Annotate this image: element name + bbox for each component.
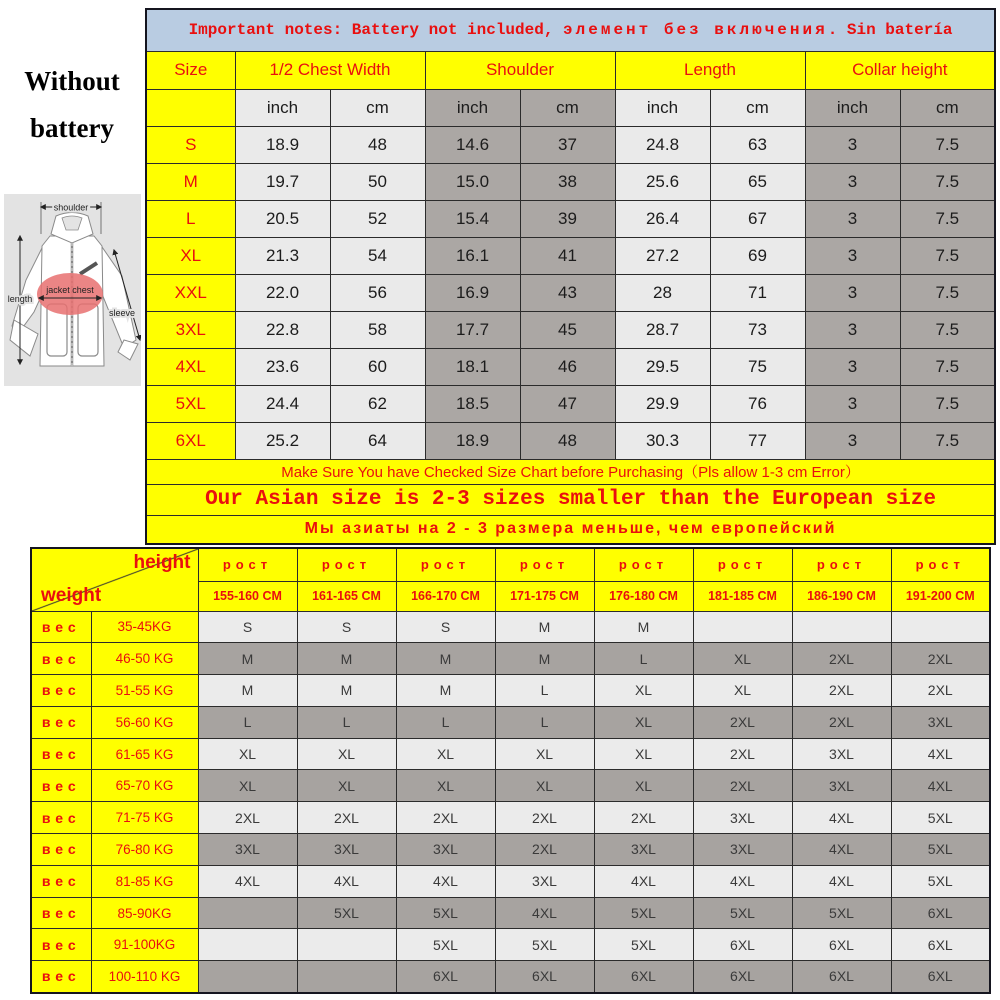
recommended-size-cell: 3XL: [792, 738, 891, 770]
recommended-size-cell: 2XL: [396, 802, 495, 834]
recommended-size-cell: M: [396, 643, 495, 675]
size-value-cell: 54: [330, 237, 425, 274]
size-value-cell: 60: [330, 348, 425, 385]
recommended-size-cell: 4XL: [792, 802, 891, 834]
recommended-size-cell: M: [297, 643, 396, 675]
recommended-size-cell: 6XL: [693, 929, 792, 961]
unit-length-cm: cm: [710, 89, 805, 126]
col-header-collar-height: Collar height: [805, 51, 995, 89]
ves-label: вес: [31, 770, 91, 802]
height-weight-diagonal-cell: [31, 548, 198, 611]
shoulder-label: shoulder: [53, 202, 89, 213]
size-label: 3XL: [146, 311, 235, 348]
size-value-cell: 3: [805, 385, 900, 422]
recommended-size-cell: 5XL: [891, 834, 990, 866]
recommended-size-cell: 4XL: [792, 865, 891, 897]
note-row-3: [146, 515, 995, 544]
recommended-size-cell: 4XL: [891, 770, 990, 802]
recommended-size-cell: 4XL: [693, 865, 792, 897]
size-table: [145, 8, 996, 545]
recommended-size-cell: 2XL: [891, 675, 990, 707]
without-battery-label: Without battery: [24, 66, 120, 144]
height-range-header: 181-185 CM: [693, 581, 792, 611]
height-range-header: 186-190 CM: [792, 581, 891, 611]
size-value-cell: 23.6: [235, 348, 330, 385]
recommended-size-cell: 6XL: [594, 961, 693, 993]
size-value-cell: 38: [520, 163, 615, 200]
weight-range-label: 71-75 KG: [91, 802, 198, 834]
size-value-cell: 17.7: [425, 311, 520, 348]
height-range-header: 171-175 CM: [495, 581, 594, 611]
size-value-cell: 71: [710, 274, 805, 311]
size-value-cell: 69: [710, 237, 805, 274]
column-group-header-row: [146, 51, 995, 89]
recommended-size-cell: 3XL: [396, 834, 495, 866]
recommended-size-cell: 6XL: [891, 929, 990, 961]
size-value-cell: 14.6: [425, 126, 520, 163]
size-row: [146, 274, 995, 311]
weight-row: [31, 706, 990, 738]
recommended-size-cell: 6XL: [792, 929, 891, 961]
recommended-size-cell: 5XL: [594, 897, 693, 929]
size-value-cell: 26.4: [615, 200, 710, 237]
length-label: length: [7, 294, 33, 304]
size-value-cell: 18.9: [425, 422, 520, 459]
height-range-header: 155-160 CM: [198, 581, 297, 611]
height-axis-label: height: [133, 552, 191, 573]
size-value-cell: 63: [710, 126, 805, 163]
weight-range-label: 81-85 KG: [91, 865, 198, 897]
ves-label: вес: [31, 897, 91, 929]
size-value-cell: 77: [710, 422, 805, 459]
recommended-size-cell: 5XL: [891, 802, 990, 834]
recommended-size-cell: 2XL: [792, 675, 891, 707]
size-value-cell: 29.9: [615, 385, 710, 422]
recommended-size-cell: 2XL: [495, 834, 594, 866]
recommended-size-cell: S: [297, 611, 396, 643]
ves-label: вес: [31, 675, 91, 707]
unit-collar-cm: cm: [900, 89, 995, 126]
recommended-size-cell: 2XL: [297, 802, 396, 834]
recommended-size-cell: XL: [594, 706, 693, 738]
ves-label: вес: [31, 929, 91, 961]
note-row-1: [146, 459, 995, 484]
recommended-size-cell: M: [198, 675, 297, 707]
size-value-cell: 3: [805, 163, 900, 200]
size-value-cell: 24.8: [615, 126, 710, 163]
size-value-cell: 3: [805, 274, 900, 311]
size-value-cell: 43: [520, 274, 615, 311]
note-row-2: [146, 484, 995, 515]
recommended-size-cell: 3XL: [198, 834, 297, 866]
weight-row: [31, 961, 990, 993]
size-row: [146, 385, 995, 422]
recommended-size-cell: XL: [693, 675, 792, 707]
size-value-cell: 25.2: [235, 422, 330, 459]
recommended-size-cell: M: [297, 675, 396, 707]
recommended-size-cell: XL: [495, 738, 594, 770]
recommended-size-cell: 6XL: [891, 961, 990, 993]
size-row: [146, 126, 995, 163]
size-row: [146, 200, 995, 237]
size-value-cell: 3: [805, 237, 900, 274]
ves-label: вес: [31, 834, 91, 866]
size-value-cell: 39: [520, 200, 615, 237]
recommended-size-cell: M: [495, 643, 594, 675]
size-value-cell: 73: [710, 311, 805, 348]
weight-row: [31, 643, 990, 675]
size-value-cell: 48: [520, 422, 615, 459]
recommended-size-cell: [297, 961, 396, 993]
size-value-cell: 3: [805, 126, 900, 163]
recommended-size-cell: 6XL: [792, 961, 891, 993]
recommended-size-cell: 6XL: [495, 961, 594, 993]
weight-range-label: 100-110 KG: [91, 961, 198, 993]
recommended-size-cell: 5XL: [297, 897, 396, 929]
matrix-header-row-1: [31, 548, 990, 581]
jacket-diagram-svg: [4, 194, 141, 386]
height-range-header: 161-165 CM: [297, 581, 396, 611]
sleeve-label: sleeve: [108, 308, 136, 318]
size-value-cell: 15.0: [425, 163, 520, 200]
recommended-size-cell: XL: [297, 738, 396, 770]
size-value-cell: 16.1: [425, 237, 520, 274]
size-row: [146, 348, 995, 385]
col-header-shoulder: Shoulder: [425, 51, 615, 89]
recommended-size-cell: 6XL: [396, 961, 495, 993]
recommended-size-cell: [693, 611, 792, 643]
recommended-size-cell: 2XL: [891, 643, 990, 675]
unit-chest-cm: cm: [330, 89, 425, 126]
recommended-size-cell: XL: [594, 770, 693, 802]
rost-header: рост: [198, 548, 297, 581]
weight-row: [31, 897, 990, 929]
banner-text-es: . Sin batería: [827, 21, 953, 40]
recommended-size-cell: 3XL: [792, 770, 891, 802]
weight-row: [31, 611, 990, 643]
recommended-size-cell: 5XL: [495, 929, 594, 961]
weight-range-label: 46-50 KG: [91, 643, 198, 675]
size-value-cell: 67: [710, 200, 805, 237]
recommended-size-cell: 6XL: [891, 897, 990, 929]
recommended-size-cell: S: [198, 611, 297, 643]
recommended-size-cell: XL: [198, 738, 297, 770]
weight-range-label: 91-100KG: [91, 929, 198, 961]
recommended-size-cell: 2XL: [792, 643, 891, 675]
height-range-header: 176-180 CM: [594, 581, 693, 611]
size-value-cell: 56: [330, 274, 425, 311]
recommended-size-cell: 2XL: [495, 802, 594, 834]
size-value-cell: 64: [330, 422, 425, 459]
size-value-cell: 20.5: [235, 200, 330, 237]
size-label: XXL: [146, 274, 235, 311]
recommended-size-cell: 2XL: [693, 770, 792, 802]
note-check-size-chart: Make Sure You have Checked Size Chart before Purchasing（Pls allow 1-3 cm Error）: [146, 459, 995, 484]
size-value-cell: 27.2: [615, 237, 710, 274]
size-row: [146, 422, 995, 459]
units-header-spacer: [146, 89, 235, 126]
weight-range-label: 35-45KG: [91, 611, 198, 643]
weight-axis-label: weight: [41, 584, 102, 606]
size-value-cell: 7.5: [900, 422, 995, 459]
size-label: L: [146, 200, 235, 237]
size-value-cell: 3: [805, 311, 900, 348]
recommended-size-cell: [297, 929, 396, 961]
size-value-cell: 3: [805, 422, 900, 459]
weight-range-label: 65-70 KG: [91, 770, 198, 802]
note-asian-size-ru: Мы азиаты на 2 - 3 размера меньше, чем европейский: [146, 515, 995, 544]
recommended-size-cell: 4XL: [396, 865, 495, 897]
size-value-cell: 28: [615, 274, 710, 311]
recommended-size-cell: 2XL: [693, 706, 792, 738]
ves-label: вес: [31, 961, 91, 993]
recommended-size-cell: [198, 961, 297, 993]
unit-length-inch: inch: [615, 89, 710, 126]
size-label: XL: [146, 237, 235, 274]
banner-text-ru: элемент без включения: [563, 21, 828, 40]
size-value-cell: 7.5: [900, 200, 995, 237]
unit-collar-inch: inch: [805, 89, 900, 126]
unit-shoulder-inch: inch: [425, 89, 520, 126]
recommended-size-cell: 4XL: [891, 738, 990, 770]
size-value-cell: 65: [710, 163, 805, 200]
ves-label: вес: [31, 706, 91, 738]
jacket-chest-label: jacket chest: [46, 285, 94, 295]
size-value-cell: 7.5: [900, 274, 995, 311]
weight-row: [31, 834, 990, 866]
recommended-size-cell: 4XL: [297, 865, 396, 897]
size-value-cell: 16.9: [425, 274, 520, 311]
ves-label: вес: [31, 865, 91, 897]
recommended-size-cell: 5XL: [396, 897, 495, 929]
recommended-size-cell: XL: [594, 675, 693, 707]
recommended-size-cell: 6XL: [693, 961, 792, 993]
recommended-size-cell: S: [396, 611, 495, 643]
recommended-size-cell: XL: [396, 738, 495, 770]
recommended-size-cell: 3XL: [297, 834, 396, 866]
size-value-cell: 18.5: [425, 385, 520, 422]
recommended-size-cell: XL: [198, 770, 297, 802]
weight-row: [31, 802, 990, 834]
collar-opening: [62, 216, 82, 230]
recommended-size-cell: 5XL: [594, 929, 693, 961]
size-value-cell: 62: [330, 385, 425, 422]
height-weight-table: [30, 547, 991, 994]
col-header-length: Length: [615, 51, 805, 89]
size-value-cell: 52: [330, 200, 425, 237]
recommended-size-cell: XL: [495, 770, 594, 802]
size-value-cell: 7.5: [900, 385, 995, 422]
size-value-cell: 22.8: [235, 311, 330, 348]
units-header-row: [146, 89, 995, 126]
size-value-cell: 18.9: [235, 126, 330, 163]
size-value-cell: 25.6: [615, 163, 710, 200]
rost-header: рост: [792, 548, 891, 581]
recommended-size-cell: 5XL: [396, 929, 495, 961]
important-notes-banner: [146, 9, 995, 51]
rost-header: рост: [891, 548, 990, 581]
rost-header: рост: [297, 548, 396, 581]
size-value-cell: 7.5: [900, 163, 995, 200]
recommended-size-cell: 3XL: [693, 834, 792, 866]
weight-range-label: 61-65 KG: [91, 738, 198, 770]
size-value-cell: 45: [520, 311, 615, 348]
recommended-size-cell: 3XL: [495, 865, 594, 897]
jacket-measurement-diagram: [4, 194, 141, 386]
size-value-cell: 24.4: [235, 385, 330, 422]
size-value-cell: 3: [805, 200, 900, 237]
size-value-cell: 75: [710, 348, 805, 385]
recommended-size-cell: XL: [396, 770, 495, 802]
size-value-cell: 48: [330, 126, 425, 163]
recommended-size-cell: 2XL: [594, 802, 693, 834]
size-value-cell: 19.7: [235, 163, 330, 200]
important-notes-row: [146, 9, 995, 51]
recommended-size-cell: M: [396, 675, 495, 707]
size-value-cell: 21.3: [235, 237, 330, 274]
note-asian-size-en: Our Asian size is 2-3 sizes smaller than the European size: [146, 484, 995, 515]
weight-range-label: 85-90KG: [91, 897, 198, 929]
recommended-size-cell: 3XL: [693, 802, 792, 834]
size-value-cell: 46: [520, 348, 615, 385]
size-value-cell: 29.5: [615, 348, 710, 385]
recommended-size-cell: 2XL: [198, 802, 297, 834]
recommended-size-cell: L: [594, 643, 693, 675]
recommended-size-cell: 4XL: [495, 897, 594, 929]
recommended-size-cell: 5XL: [891, 865, 990, 897]
ves-label: вес: [31, 738, 91, 770]
ves-label: вес: [31, 611, 91, 643]
recommended-size-cell: 3XL: [594, 834, 693, 866]
recommended-size-cell: XL: [693, 643, 792, 675]
size-value-cell: 37: [520, 126, 615, 163]
size-row: [146, 237, 995, 274]
rost-header: рост: [693, 548, 792, 581]
recommended-size-cell: L: [495, 706, 594, 738]
size-label: M: [146, 163, 235, 200]
weight-row: [31, 865, 990, 897]
recommended-size-cell: M: [594, 611, 693, 643]
weight-row: [31, 675, 990, 707]
size-value-cell: 3: [805, 348, 900, 385]
size-value-cell: 15.4: [425, 200, 520, 237]
size-label: S: [146, 126, 235, 163]
recommended-size-cell: [891, 611, 990, 643]
recommended-size-cell: L: [495, 675, 594, 707]
size-value-cell: 7.5: [900, 348, 995, 385]
size-value-cell: 22.0: [235, 274, 330, 311]
recommended-size-cell: L: [396, 706, 495, 738]
recommended-size-cell: XL: [594, 738, 693, 770]
size-value-cell: 30.3: [615, 422, 710, 459]
recommended-size-cell: 5XL: [693, 897, 792, 929]
recommended-size-cell: [198, 929, 297, 961]
size-label: 4XL: [146, 348, 235, 385]
size-row: [146, 163, 995, 200]
recommended-size-cell: L: [198, 706, 297, 738]
recommended-size-cell: 2XL: [693, 738, 792, 770]
height-range-header: 191-200 CM: [891, 581, 990, 611]
rost-header: рост: [594, 548, 693, 581]
size-value-cell: 18.1: [425, 348, 520, 385]
recommended-size-cell: M: [198, 643, 297, 675]
size-value-cell: 47: [520, 385, 615, 422]
size-value-cell: 50: [330, 163, 425, 200]
ves-label: вес: [31, 802, 91, 834]
col-header-chest-width: 1/2 Chest Width: [235, 51, 425, 89]
recommended-size-cell: XL: [297, 770, 396, 802]
size-value-cell: 7.5: [900, 126, 995, 163]
weight-row: [31, 738, 990, 770]
weight-range-label: 56-60 KG: [91, 706, 198, 738]
size-label: 6XL: [146, 422, 235, 459]
weight-row: [31, 770, 990, 802]
size-value-cell: 58: [330, 311, 425, 348]
size-value-cell: 41: [520, 237, 615, 274]
recommended-size-cell: [198, 897, 297, 929]
recommended-size-cell: M: [495, 611, 594, 643]
size-label: 5XL: [146, 385, 235, 422]
height-range-header: 166-170 CM: [396, 581, 495, 611]
unit-chest-inch: inch: [235, 89, 330, 126]
col-header-size: Size: [146, 51, 235, 89]
size-value-cell: 7.5: [900, 237, 995, 274]
recommended-size-cell: 4XL: [594, 865, 693, 897]
weight-range-label: 76-80 KG: [91, 834, 198, 866]
size-row: [146, 311, 995, 348]
size-value-cell: 7.5: [900, 311, 995, 348]
size-value-cell: 28.7: [615, 311, 710, 348]
weight-range-label: 51-55 KG: [91, 675, 198, 707]
weight-row: [31, 929, 990, 961]
recommended-size-cell: [792, 611, 891, 643]
unit-shoulder-cm: cm: [520, 89, 615, 126]
recommended-size-cell: 4XL: [792, 834, 891, 866]
recommended-size-cell: 4XL: [198, 865, 297, 897]
banner-text-en: Important notes: Battery not included,: [188, 21, 564, 40]
recommended-size-cell: L: [297, 706, 396, 738]
recommended-size-cell: 5XL: [792, 897, 891, 929]
rost-header: рост: [495, 548, 594, 581]
ves-label: вес: [31, 643, 91, 675]
recommended-size-cell: 2XL: [792, 706, 891, 738]
size-value-cell: 76: [710, 385, 805, 422]
recommended-size-cell: 3XL: [891, 706, 990, 738]
rost-header: рост: [396, 548, 495, 581]
